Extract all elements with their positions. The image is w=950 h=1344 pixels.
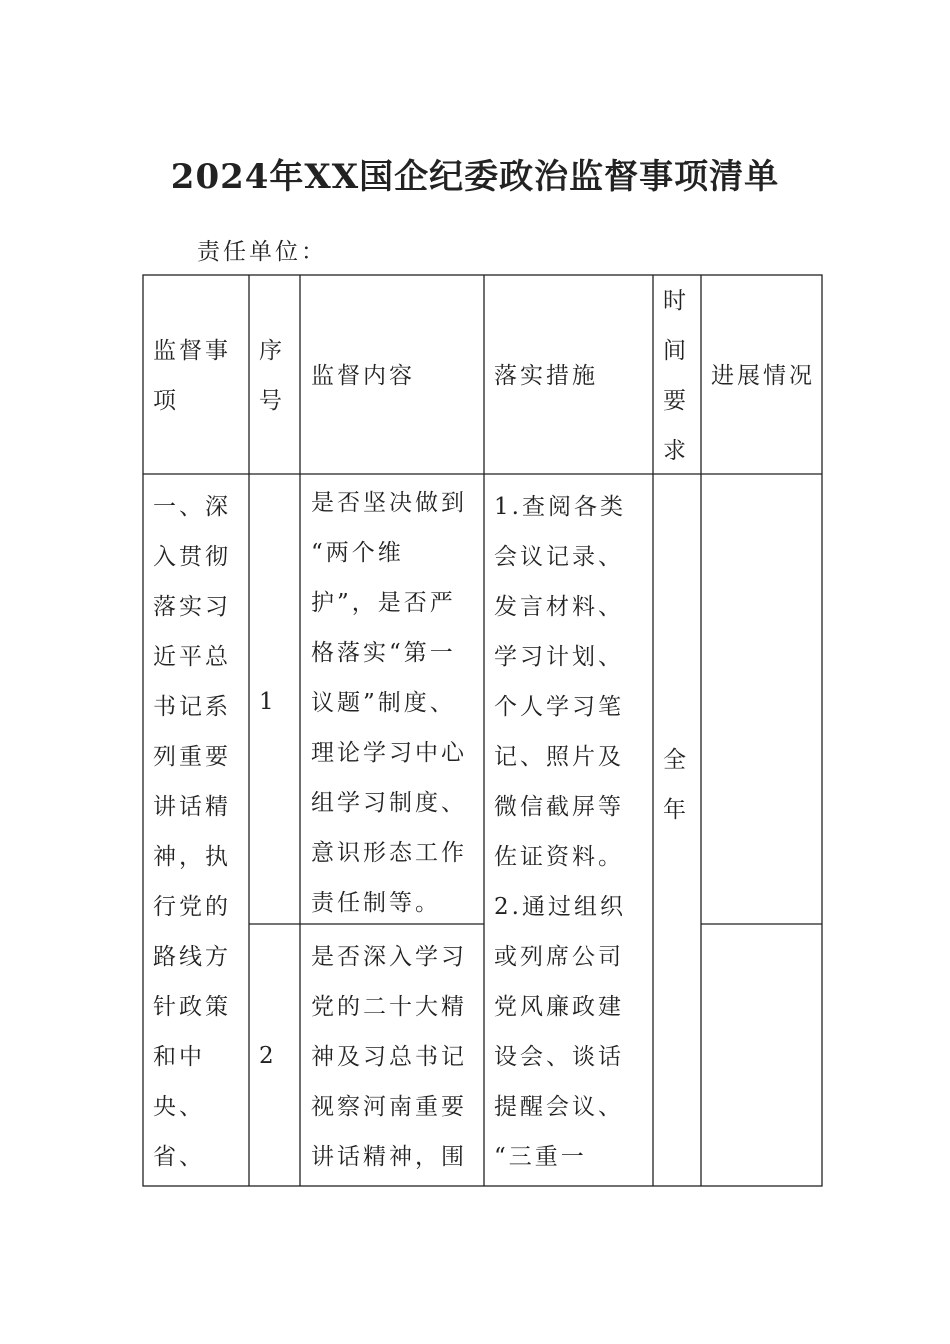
row-1-seq: 1 — [259, 689, 277, 715]
header-implementation-measures: 落实措施 — [494, 363, 598, 389]
measures-cell: 1.查阅各类 会议记录、 发言材料、 学习计划、 个人学习笔 记、照片及 微信截屏等 佐证资料。 2.通过组织 或列席公司 党风廉政建 设会、谈话 提醒会议、 “三重一 — [494, 494, 626, 1170]
document-title: 2024年XX国企纪委政治监督事项清单 — [170, 157, 780, 197]
row-1-content: 是否坚决做到 “两个维 护”，是否严 格落实“第一 议题”制度、 理论学习中心 组学习制度、 意识形态工作 责任制等。 — [311, 490, 467, 916]
responsible-unit-label: 责任单位： — [197, 239, 327, 265]
header-supervision-item: 监督事 项 — [153, 338, 231, 414]
row-2-content: 是否深入学习 党的二十大精 神及习总书记 视察河南重要 讲话精神，围 — [311, 944, 467, 1170]
header-time-requirement: 时 间 要 求 — [663, 288, 689, 464]
row-2-seq: 2 — [259, 1043, 277, 1069]
category-cell: 一、深 入贯彻 落实习 近平总 书记系 列重要 讲话精 神，执 行党的 路线方 针政策 和中 央、 省、 — [153, 494, 231, 1170]
header-progress: 进展情况 — [711, 363, 815, 389]
time-requirement-cell: 全 年 — [663, 747, 689, 823]
header-supervision-content: 监督内容 — [311, 363, 415, 389]
header-sequence: 序 号 — [259, 338, 285, 414]
